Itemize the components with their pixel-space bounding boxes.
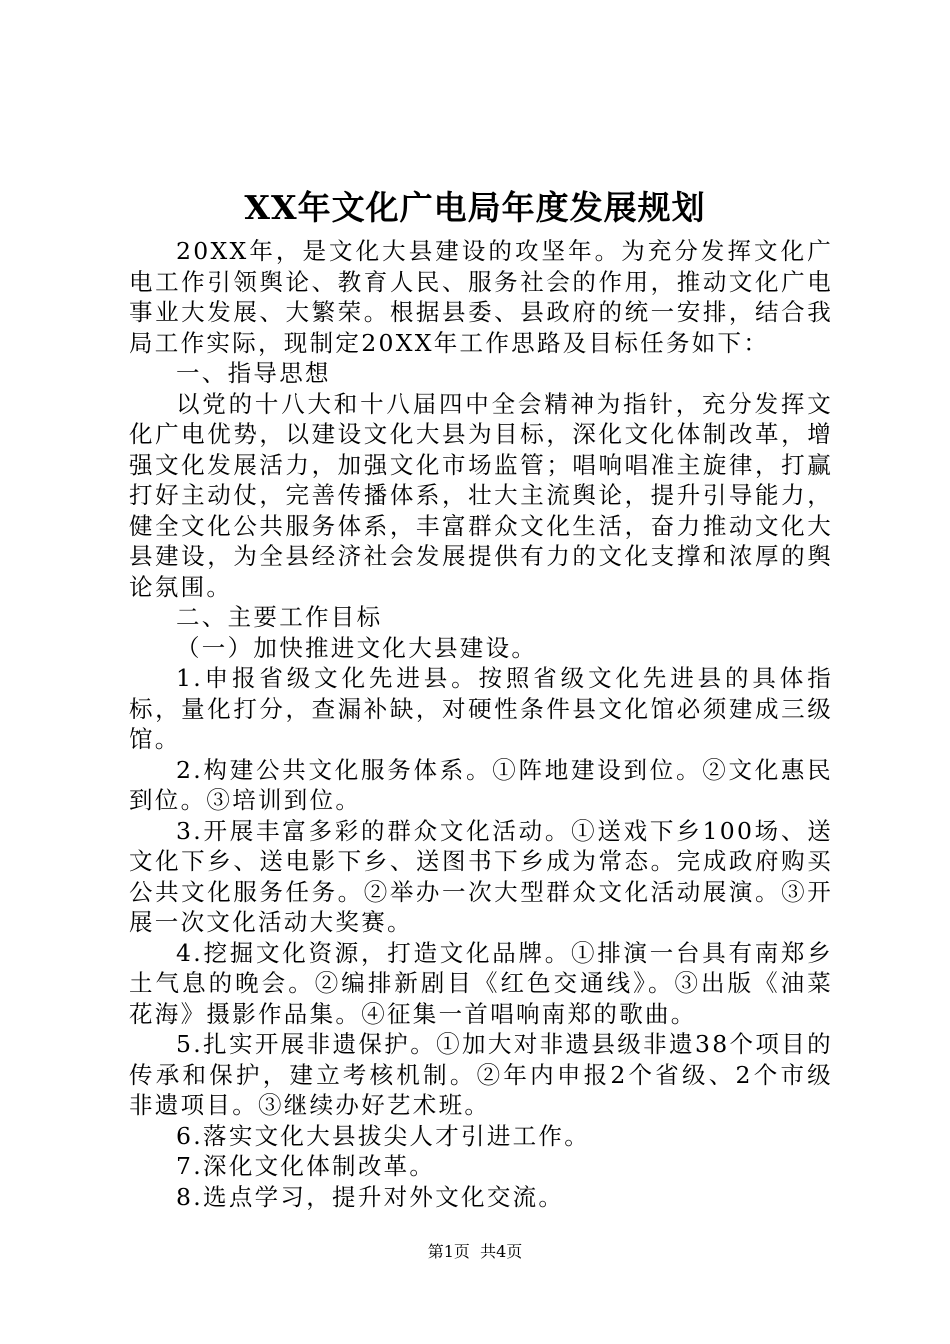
document-body — [129, 236, 833, 1212]
goal-item-3: 3.开展丰富多彩的群众文化活动。①送戏下乡100场、送文化下乡、送电影下乡、送图书下乡成为常态。完成政府购买公共文化服务任务。②举办一次大型群众文化活动展演。③开展一次文化活动大奖赛。 — [129, 816, 833, 936]
page-number: 第1页 — [427, 1242, 470, 1261]
guiding-ideology-paragraph: 以党的十八大和十八届四中全会精神为指针，充分发挥文化广电优势，以建设文化大县为目标，深化文化体制改革，增强文化发展活力，加强文化市场监管；唱响唱准主旋律，打赢打好主动仗，完善传播体系，壮大主流舆论，提升引导能力，健全文化公共服务体系，丰富群众文化生活，奋力推动文化大县建设，为全县经济社会发展提供有力的文化支撑和浓厚的舆论氛围。 — [129, 389, 833, 601]
goal-item-8: 8.选点学习，提升对外文化交流。 — [176, 1182, 565, 1211]
subsection-heading: （一）加快推进文化大县建设。 — [176, 633, 538, 662]
section-heading-guiding-ideology: 一、指导思想 — [176, 359, 331, 387]
goal-item-2: 2.构建公共文化服务体系。①阵地建设到位。②文化惠民到位。③培训到位。 — [129, 755, 833, 814]
document-title: XX年文化广电局年度发展规划 — [244, 188, 706, 227]
goal-item-1: 1.申报省级文化先进县。按照省级文化先进县的具体指标，量化打分，查漏补缺，对硬性条件县文化馆必须建成三级馆。 — [129, 664, 833, 753]
page-footer — [0, 1241, 950, 1263]
goal-item-4: 4.挖掘文化资源，打造文化品牌。①排演一台具有南郑乡土气息的晚会。②编排新剧目《红色交通线》。③出版《油菜花海》摄影作品集。④征集一首唱响南郑的歌曲。 — [129, 938, 833, 1028]
goal-item-7: 7.深化文化体制改革。 — [176, 1152, 436, 1180]
page-total: 共4页 — [480, 1242, 523, 1261]
section-heading-main-goals: 二、主要工作目标 — [176, 603, 383, 631]
intro-paragraph: 20XX年，是文化大县建设的攻坚年。为充分发挥文化广电工作引领舆论、教育人民、服务社会的作用，推动文化广电事业大发展、大繁荣。根据县委、县政府的统一安排，结合我局工作实际，现制定20XX年工作思路及目标任务如下： — [129, 237, 833, 357]
goal-item-5: 5.扎实开展非遗保护。①加大对非遗县级非遗38个项目的传承和保护，建立考核机制。②年内申报2个省级、2个市级非遗项目。③继续办好艺术班。 — [129, 1030, 833, 1119]
goal-item-6: 6.落实文化大县拔尖人才引进工作。 — [176, 1121, 591, 1150]
